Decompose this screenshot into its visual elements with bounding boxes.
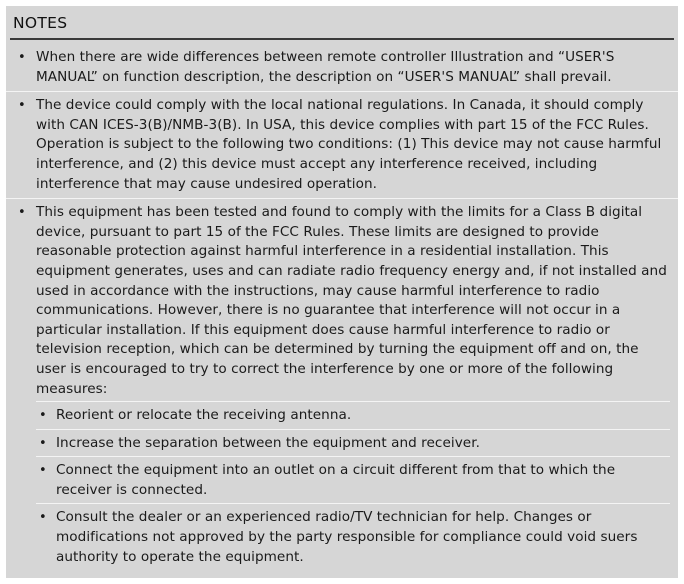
bullet-icon: • <box>39 510 47 526</box>
measure-item-different-outlet <box>36 456 670 503</box>
note-text: When there are wide differences between remote controller Illustration and “USER'S MANUAL” on function description, the description on “USER'S MANUAL” shall prevail. <box>36 49 615 85</box>
notes-panel <box>6 6 678 578</box>
note-item-fcc-class-b <box>6 199 678 574</box>
notes-list <box>6 44 678 574</box>
bullet-icon: • <box>18 50 26 65</box>
note-item-regulatory-compliance <box>6 92 678 199</box>
bullet-icon: • <box>18 205 26 221</box>
measures-list <box>36 401 670 570</box>
measure-item-increase-separation <box>36 429 670 457</box>
measure-text: Consult the dealer or an experienced radio/TV technician for help. Changes or modifications not approved by the party responsible for compliance could void suers authority to operate the equipment. <box>56 509 638 565</box>
notes-header <box>10 6 674 40</box>
note-text: This equipment has been tested and found to comply with the limits for a Class B digital device, pursuant to part 15 of the FCC Rules. These limits are designed to provide reasonable protection against harmful interference in a residential installation. This equipment generates, uses and can radiate radio frequency energy and, if not installed and used in accordance with the instructions, may cause harmful interference to radio communications. However, there is no guarantee that interference will not occur in a particular installation. If this equipment does cause harmful interference to radio or television reception, which can be determined by turning the equipment off and on, the user is encouraged to try to correct the interference by one or more of the following measures: <box>36 204 667 397</box>
note-text: The device could comply with the local national regulations. In Canada, it should comply with CAN ICES-3(B)/NMB-3(B). In USA, this device complies with part 15 of the FCC Rules. Operation is subject to the following two conditions: (1) This device may not cause harmful interference, and (2) this device must accept any interference received, including interference that may cause undesired operation. <box>36 97 662 192</box>
measure-item-consult-dealer <box>36 503 670 570</box>
bullet-icon: • <box>39 408 47 424</box>
bullet-icon: • <box>39 435 47 451</box>
note-item-manual-precedence <box>6 44 678 92</box>
bullet-icon: • <box>39 463 47 479</box>
measure-item-reorient-antenna <box>36 401 670 429</box>
measure-text: Connect the equipment into an outlet on a circuit different from that to which the receiver is connected. <box>56 462 616 498</box>
notes-title: NOTES <box>13 14 68 32</box>
bullet-icon: • <box>18 98 26 114</box>
measure-text: Increase the separation between the equipment and receiver. <box>56 434 480 451</box>
measure-text: Reorient or relocate the receiving antenna. <box>56 407 352 424</box>
